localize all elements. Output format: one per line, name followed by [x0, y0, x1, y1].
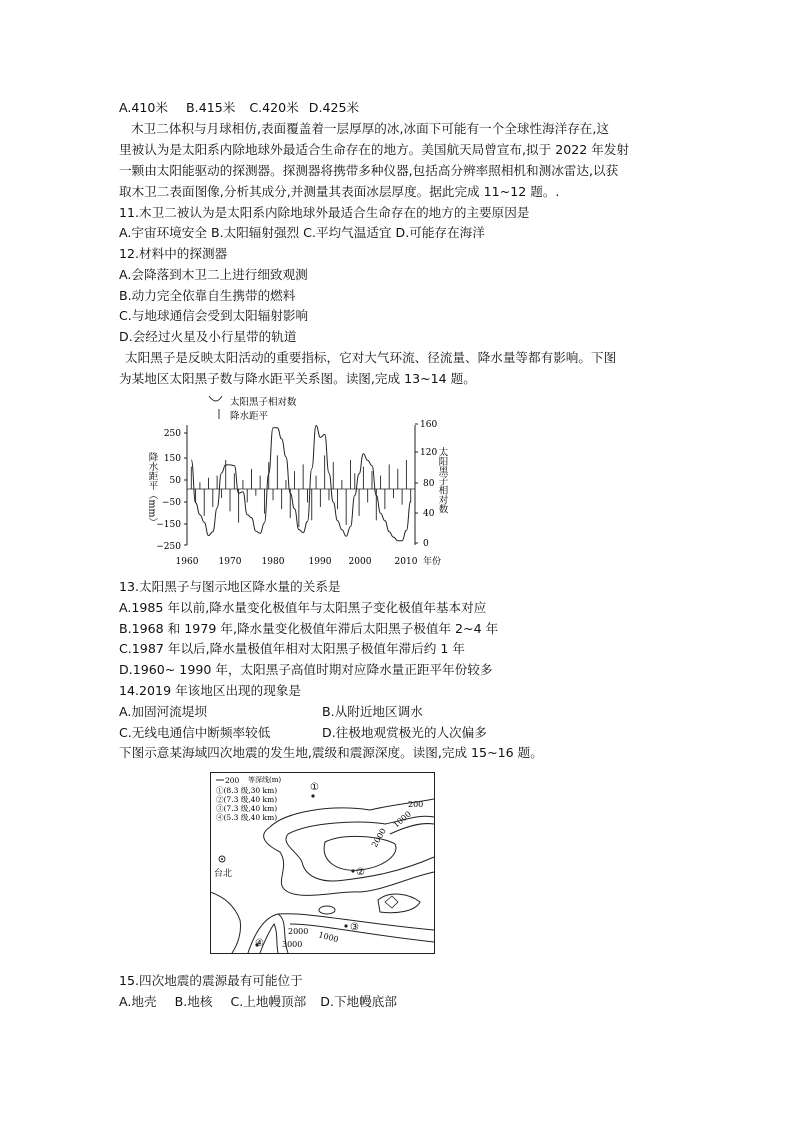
legend-sunspot-symbol [209, 396, 222, 401]
taipei-label: 台北 [214, 869, 233, 879]
passage-ganymede-line-4: 取木卫二表面图像,分析其成分,并测量其表面冰层厚度。据此完成 11~12 题。. [119, 184, 560, 199]
contour-label: 1000 [391, 809, 413, 830]
q13-option-b: B.1968 和 1979 年,降水量变化极值年滞后太阳黑子极值年 2~4 年 [119, 621, 499, 636]
q11-options: A.宇宙环境安全 B.太阳辐射强烈 C.平均气温适宜 D.可能存在海洋 [119, 225, 485, 240]
x-ticks [176, 555, 441, 567]
q13-option-c: C.1987 年以后,降水量极值年相对太阳黑子极值年滞后约 1 年 [119, 641, 465, 656]
q15-option-d: D.下地幔底部 [320, 994, 397, 1009]
epicenter-3-dot [344, 924, 347, 927]
q14-stem: 14.2019 年该地区出现的现象是 [119, 683, 302, 698]
passage-ganymede-line-1: 木卫二体积与月球相仿,表面覆盖着一层厚厚的冰,冰面下可能有一个全球性海洋存在,这 [131, 121, 609, 136]
passage-sunspot-line-1: 太阳黑子是反映太阳活动的重要指标，它对大气环流、径流量、降水量等都有影响。下图 [125, 350, 617, 365]
passage-ganymede-line-2: 里被认为是太阳系内除地球外最适合生命存在的地方。美国航天局曾宣布,拟于 2022 年发射 [119, 142, 630, 157]
q10-options [119, 99, 359, 117]
q10-option-c: C.420米 [249, 100, 299, 115]
legend-sunspot-label: 太阳黑子相对数 [230, 397, 297, 408]
passage-sunspot-line-2: 为某地区太阳黑子数与降水距平关系图。读图,完成 13~14 题。 [119, 371, 476, 386]
left-ticks [156, 429, 187, 552]
legend-contour-label: 等深线(m) [248, 776, 282, 784]
epicenter-1-dot [311, 794, 314, 797]
contour-label: 200 [408, 800, 424, 809]
q11-stem: 11.木卫二被认为是太阳系内除地球外最适合生命存在的地方的主要原因是 [119, 205, 530, 220]
q10-option-a: A.410米 [119, 100, 169, 115]
legend-contour-value: 200 [225, 776, 240, 785]
left-tick-label: −50 [162, 498, 181, 508]
passage-quake: 下图示意某海域四次地震的发生地,震级和震源深度。读图,完成 15~16 题。 [119, 745, 543, 760]
q14-option-c: C.无线电通信中断频率较低 [119, 725, 271, 740]
passage-ganymede-line-3: 一颗由太阳能驱动的探测器。探测器将携带多种仪器,包括高分辨率照相机和测冰雷达,以获 [119, 163, 619, 178]
q12-option-c: C.与地球通信会受到太阳辐射影响 [119, 308, 309, 323]
x-tick-label: 1990 [308, 557, 332, 567]
right-tick-label: 40 [423, 509, 435, 519]
x-tick-label: 1970 [218, 557, 242, 567]
q12-option-b: B.动力完全依靠自生携带的燃料 [119, 288, 296, 303]
q15-option-b: B.地核 [174, 994, 213, 1009]
right-tick-label: 0 [423, 539, 429, 549]
legend-item-3: ③(7.3 级,40 km) [216, 804, 278, 813]
q14-option-a: A.加固河流堤坝 [119, 704, 207, 719]
x-tick-label: 1960 [175, 557, 199, 567]
epicenter-1-label: ① [310, 782, 319, 793]
legend-item-1: ①(8.3 级,30 km) [216, 786, 278, 795]
q10-option-b: B.415米 [186, 100, 236, 115]
contour-label: 1000 [317, 930, 340, 945]
earthquake-map [210, 772, 435, 954]
contour-label: 2000 [369, 826, 388, 849]
left-tick-label: 250 [163, 429, 181, 439]
q14-option-d: D.往极地观赏极光的人次偏多 [322, 725, 487, 740]
left-axis-title [147, 451, 159, 527]
right-axis-title-text: 太阳黑子相对数 [436, 447, 448, 514]
epicenter-4-label: ④ [255, 938, 264, 949]
x-tick-label: 2010 [394, 557, 418, 567]
legend-item-2: ②(7.3 级,40 km) [216, 795, 278, 804]
left-tick-label: −250 [156, 542, 181, 552]
q15-option-a: A.地壳 [119, 994, 157, 1009]
epicenter-2-label: ② [356, 867, 365, 878]
q14-option-b: B.从附近地区调水 [322, 704, 423, 719]
sunspot-precipitation-chart [140, 392, 450, 570]
contour-label: 3000 [282, 940, 303, 949]
right-tick-label: 160 [420, 420, 438, 430]
q13-stem: 13.太阳黑子与图示地区降水量的关系是 [119, 579, 341, 594]
epicenter-2-dot [351, 869, 354, 872]
left-tick-label: −150 [156, 520, 181, 530]
q13-option-d: D.1960~ 1990 年，太阳黑子高值时期对应降水量正距平年份较多 [119, 662, 493, 677]
x-tick-label: 1980 [261, 557, 285, 567]
q12-option-a: A.会降落到木卫二上进行细致观测 [119, 267, 308, 282]
x-tick-label: 2000 [348, 557, 372, 567]
legend-precip-label: 降水距平 [230, 411, 269, 422]
q15-options [119, 993, 397, 1011]
legend-item-4: ④(5.3 级,40 km) [216, 813, 278, 822]
q10-option-d: D.425米 [308, 100, 360, 115]
q12-stem: 12.材料中的探测器 [119, 246, 228, 261]
right-tick-label: 120 [420, 448, 438, 458]
q12-option-d: D.会经过火星及小行星带的轨道 [119, 329, 297, 344]
q15-option-c: C.上地幔顶部 [230, 994, 307, 1009]
left-axis-title-text: 降水距平（mm） [146, 452, 158, 528]
epicenter-3-label: ③ [350, 922, 359, 933]
sunspot-line [191, 426, 410, 541]
right-ticks [415, 420, 437, 549]
q13-option-a: A.1985 年以前,降水量变化极值年与太阳黑子变化极值年基本对应 [119, 600, 487, 615]
right-tick-label: 80 [423, 479, 435, 489]
x-axis-title: 年份 [422, 557, 442, 567]
contour-label: 2000 [288, 927, 309, 936]
left-tick-label: 50 [169, 476, 181, 486]
left-tick-label: 150 [163, 454, 181, 464]
q15-stem: 15.四次地震的震源最有可能位于 [119, 973, 303, 988]
